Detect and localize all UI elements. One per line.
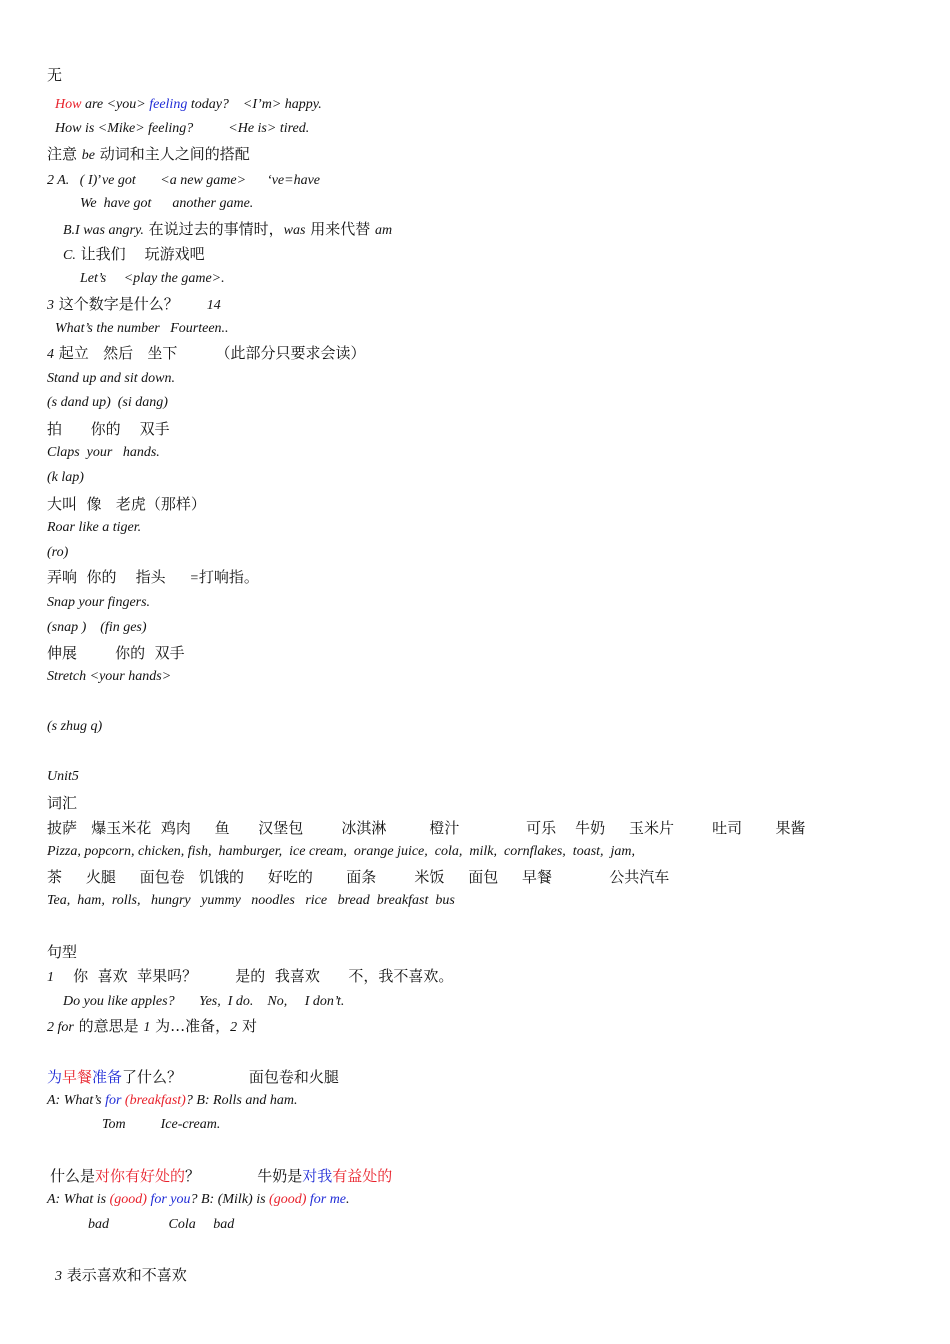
item-2c: C. 让我们 玩游戏吧 [63, 245, 205, 263]
substitution-tom: Tom Ice-cream. [102, 1117, 221, 1132]
sentence-whats-the-number: What’s the number Fourteen.. [55, 321, 229, 336]
sentence-roar-tiger: Roar like a tiger. [47, 520, 142, 535]
cn-snap-fingers: 弄响 你的 指头 =打响指。 [47, 568, 259, 586]
cn-roar-tiger: 大叫 像 老虎（那样） [47, 495, 206, 513]
pattern-good-cn: 什么是对你有好处的？ 牛奶是对我有益处的 [50, 1167, 393, 1185]
sentence-stretch-hands: Stretch <your hands> [47, 669, 172, 684]
vocab-cn-row2: 茶 火腿 面包卷 饥饿的 好吃的 面条 米饭 面包 早餐 公共汽车 [47, 868, 670, 886]
sentence-we-have-got: We have got another game. [80, 196, 254, 211]
unit-heading: Unit5 [47, 769, 79, 784]
item-2a: 2 A. ( I)’ve got <a new game> ‘ve=have [47, 173, 321, 188]
pattern-2-for: 2 for 的意思是 1 为…准备，2 对 [47, 1017, 257, 1035]
pronunciation-stand-up: (s dand up) (si dang) [47, 395, 168, 410]
pattern-1-en: Do you like apples? Yes, I do. No, I don’t. [63, 994, 345, 1009]
item-3-number: 3 这个数字是什么？ 14 [47, 295, 221, 313]
note-be-verb: 注意 be 动词和主人之间的搭配 [47, 145, 250, 163]
vocab-en-row1: Pizza, popcorn, chicken, fish, hamburger, ice cream, orange juice, cola, milk, cornflakes, toast, jam, [47, 844, 636, 859]
heading-wu: 无 [47, 66, 63, 84]
cn-clap-hands: 拍 你的 双手 [47, 420, 170, 438]
item-4-stand-up: 4 起立 然后 坐下 （此部分只要求会读） [47, 344, 366, 362]
sentence-how-is-mike: How is <Mike> feeling? <He is> tired. [55, 121, 310, 136]
vocab-cn-row1: 披萨 爆玉米花 鸡肉 鱼 汉堡包 冰淇淋 橙汁 可乐 牛奶 玉米片 吐司 果酱 [47, 819, 806, 837]
sentence-stand-up: Stand up and sit down. [47, 371, 175, 386]
item-2b: B.I was angry. 在说过去的事情时，was 用来代替 am [63, 220, 393, 238]
pattern-breakfast-en: A: What’s for (breakfast)? B: Rolls and ham. [47, 1093, 298, 1108]
pronunciation-stretch: (s zhug q) [47, 719, 103, 734]
pattern-1-cn: 1 你 喜欢 苹果吗？ 是的 我喜欢 不，我不喜欢。 [47, 967, 454, 985]
sentence-clap-hands: Claps your hands. [47, 445, 160, 460]
section-sentences: 句型 [47, 943, 78, 961]
section-vocabulary: 词汇 [47, 794, 78, 812]
pattern-3-like-dislike: 3 表示喜欢和不喜欢 [55, 1266, 187, 1284]
pattern-breakfast-cn: 为早餐准备了什么？ 面包卷和火腿 [47, 1068, 339, 1086]
sentence-snap-fingers: Snap your fingers. [47, 595, 151, 610]
substitution-bad-cola: bad Cola bad [88, 1217, 235, 1232]
cn-stretch-hands: 伸展 你的 双手 [47, 644, 185, 662]
pattern-good-en: A: What is (good) for you? B: (Milk) is (good) for me. [47, 1192, 350, 1207]
pronunciation-snap-fingers: (snap ) (fin ges) [47, 620, 147, 635]
pronunciation-clap: (k lap) [47, 470, 84, 485]
sentence-lets-play: Let’s <play the game>. [80, 271, 225, 286]
vocab-en-row2: Tea, ham, rolls, hungry yummy noodles rice bread breakfast bus [47, 893, 455, 908]
sentence-how-are-you: How are <you> feeling today? <I’m> happy. [55, 97, 322, 112]
pronunciation-roar: (ro) [47, 545, 69, 560]
